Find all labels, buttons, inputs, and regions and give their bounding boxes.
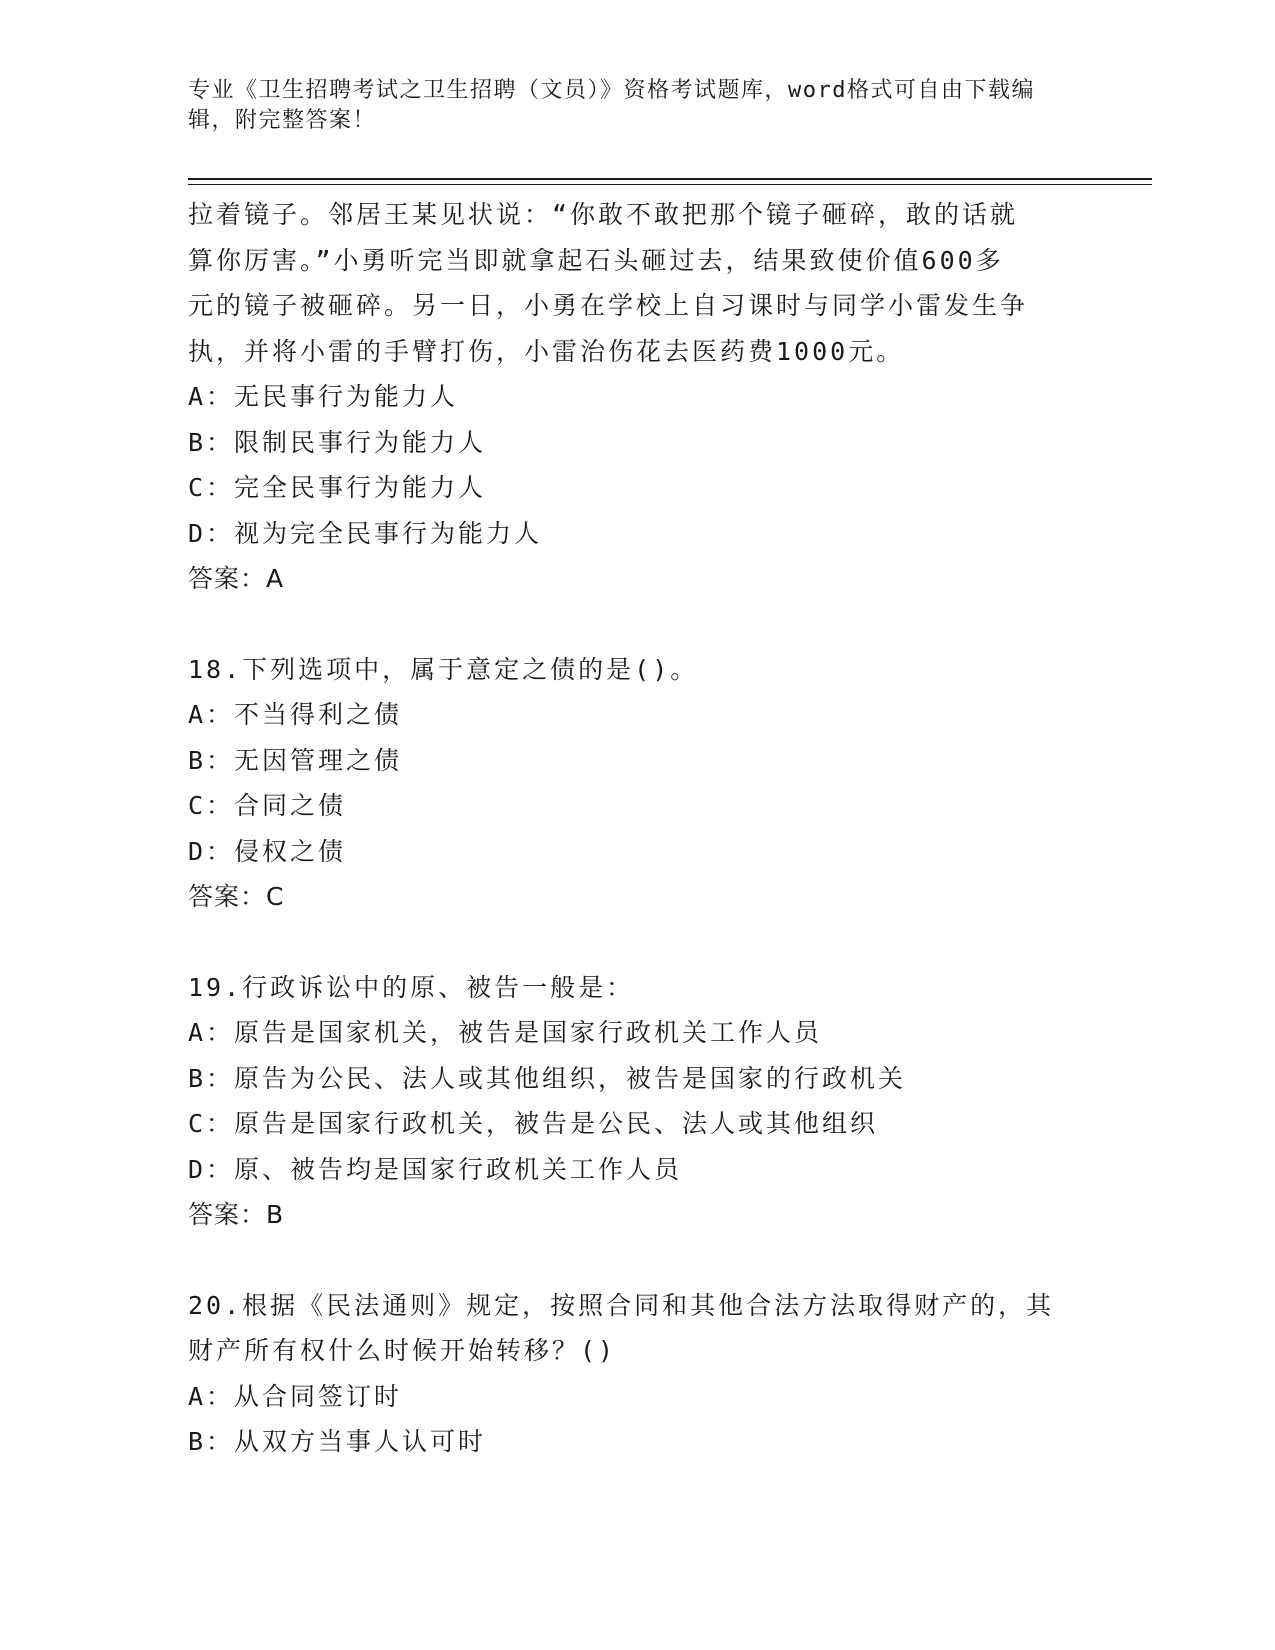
option-a: A：从合同签订时	[188, 1381, 403, 1411]
question-spacer	[188, 1238, 1088, 1283]
option-b: B：无因管理之债	[188, 745, 403, 775]
option-b: B：限制民事行为能力人	[188, 427, 487, 457]
answer-line: 答案：C	[188, 882, 285, 911]
question-18	[188, 647, 1088, 920]
option-d: D：视为完全民事行为能力人	[188, 518, 543, 548]
option-a: A：不当得利之债	[188, 700, 403, 729]
option-b: B：从双方当事人认可时	[188, 1427, 487, 1456]
question-stem-line: 算你厉害。”小勇听完当即就拿起石头砸过去，结果致使价值600多	[188, 245, 1004, 275]
document-header: 专业《卫生招聘考试之卫生招聘（文员）》资格考试题库，word格式可自由下载编辑，附完整答案！	[188, 78, 1035, 133]
option-a: A：原告是国家机关，被告是国家行政机关工作人员	[188, 1018, 823, 1047]
option-c: C：完全民事行为能力人	[188, 473, 487, 502]
question-17-continuation	[188, 192, 1088, 602]
question-spacer	[188, 920, 1088, 965]
option-c: C：原告是国家行政机关，被告是公民、法人或其他组织	[188, 1109, 879, 1138]
question-content	[188, 192, 1088, 1465]
question-stem-line: 执，并将小雷的手臂打伤，小雷治伤花去医药费1000元。	[188, 336, 905, 366]
question-stem-line: 拉着镜子。邻居王某见状说：“你敢不敢把那个镜子砸碎，敢的话就	[188, 200, 1019, 229]
answer-line: 答案：B	[188, 1200, 285, 1229]
question-stem-line: 18.下列选项中，属于意定之债的是()。	[188, 654, 699, 684]
header-divider-thin	[188, 184, 1152, 185]
option-b: B：原告为公民、法人或其他组织，被告是国家的行政机关	[188, 1063, 907, 1093]
question-spacer	[188, 602, 1088, 647]
question-stem-line: 元的镜子被砸碎。另一日，小勇在学校上自习课时与同学小雷发生争	[188, 291, 1029, 320]
option-d: D：原、被告均是国家行政机关工作人员	[188, 1154, 683, 1184]
option-c: C：合同之债	[188, 791, 347, 820]
question-20	[188, 1283, 1088, 1465]
option-a: A：无民事行为能力人	[188, 382, 459, 411]
option-d: D：侵权之债	[188, 836, 347, 866]
question-stem-line: 财产所有权什么时候开始转移？()	[188, 1336, 617, 1365]
question-stem-line: 20.根据《民法通则》规定，按照合同和其他合法方法取得财产的，其	[188, 1290, 1055, 1320]
question-stem-line: 19.行政诉讼中的原、被告一般是：	[188, 972, 635, 1002]
question-19	[188, 965, 1088, 1238]
header-divider	[188, 178, 1152, 180]
answer-line: 答案：A	[188, 564, 285, 593]
